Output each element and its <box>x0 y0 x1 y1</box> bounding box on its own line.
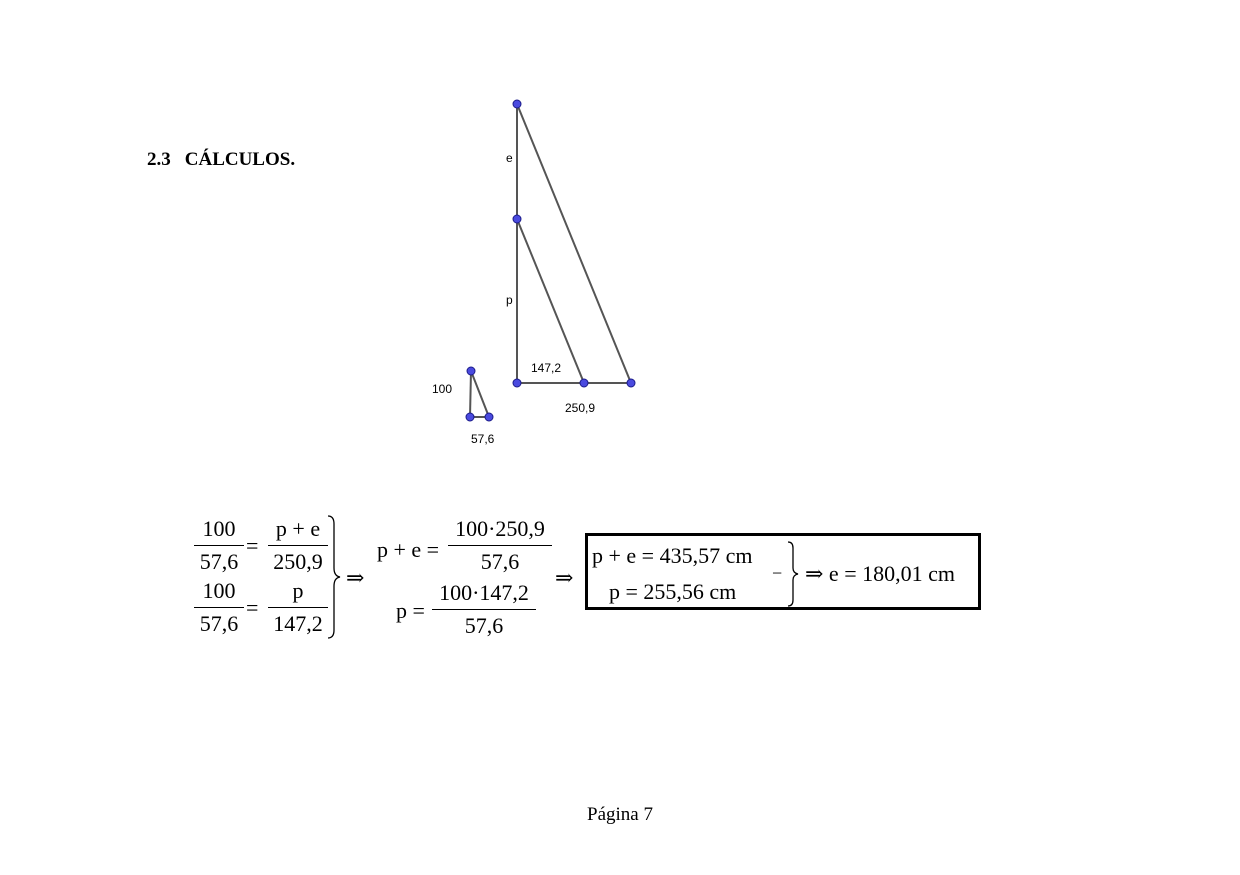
numerator: p <box>292 578 304 603</box>
section-number: 2.3 <box>147 149 171 170</box>
numerator: 100 <box>202 516 236 541</box>
outer-hypotenuse <box>517 104 631 383</box>
label-e: e <box>506 151 513 165</box>
denominator: 250,9 <box>273 549 323 574</box>
numerator: 100 <box>202 578 236 603</box>
point-small-bottom-right <box>485 413 493 421</box>
denominator: 57,6 <box>480 549 520 574</box>
label-outer-base: 250,9 <box>565 401 596 415</box>
page-number: Página 7 <box>587 804 653 825</box>
fraction-p-over-147-2 <box>268 578 328 637</box>
numerator: 100·250,9 <box>455 516 545 541</box>
fraction-100x147-2-over-57-6 <box>432 580 536 639</box>
fraction-100-over-57-6 <box>194 516 244 575</box>
result-brace-icon <box>786 540 800 608</box>
point-small-top <box>467 367 475 375</box>
denominator: 57,6 <box>199 611 239 636</box>
implies-arrow-icon: ⇒ <box>555 565 574 590</box>
equals-sign: = <box>246 533 259 558</box>
fraction-bar <box>432 609 536 610</box>
denominator: 147,2 <box>273 611 323 636</box>
point-bottom-outer <box>627 379 635 387</box>
equals-sign: = <box>246 595 259 620</box>
point-small-bottom-left <box>466 413 474 421</box>
point-middle <box>513 215 521 223</box>
lhs-p: p = <box>396 598 425 623</box>
denominator: 57,6 <box>199 549 239 574</box>
result-line-p: p = 255,56 cm <box>609 579 737 604</box>
minus-sign: − <box>772 563 783 583</box>
fraction-100x250-9-over-57-6 <box>448 516 552 575</box>
point-bottom-left <box>513 379 521 387</box>
fraction-bar <box>194 607 244 608</box>
point-bottom-inner <box>580 379 588 387</box>
implies-arrow-icon: ⇒ <box>346 565 365 590</box>
label-small-base: 57,6 <box>471 432 495 446</box>
label-p: p <box>506 293 513 307</box>
fraction-bar <box>448 545 552 546</box>
lhs-p-plus-e: p + e = <box>377 537 440 562</box>
label-inner-base: 147,2 <box>531 361 562 375</box>
denominator: 57,6 <box>464 613 504 638</box>
numerator: 100·147,2 <box>439 580 529 605</box>
result-final-e: ⇒ e = 180,01 cm <box>805 561 955 586</box>
small-vertical-side <box>470 371 471 417</box>
fraction-p-plus-e-over-250-9 <box>268 516 328 575</box>
fraction-100-over-57-6-second <box>194 578 244 637</box>
fraction-bar <box>268 545 328 546</box>
section-title: CÁLCULOS. <box>184 149 296 170</box>
result-line-p-plus-e: p + e = 435,57 cm <box>592 543 753 568</box>
label-small-height: 100 <box>432 382 453 396</box>
fraction-bar <box>194 545 244 546</box>
right-brace-icon <box>326 514 342 640</box>
fraction-bar <box>268 607 328 608</box>
point-top <box>513 100 521 108</box>
small-hypotenuse <box>471 371 489 417</box>
numerator: p + e <box>275 516 321 541</box>
